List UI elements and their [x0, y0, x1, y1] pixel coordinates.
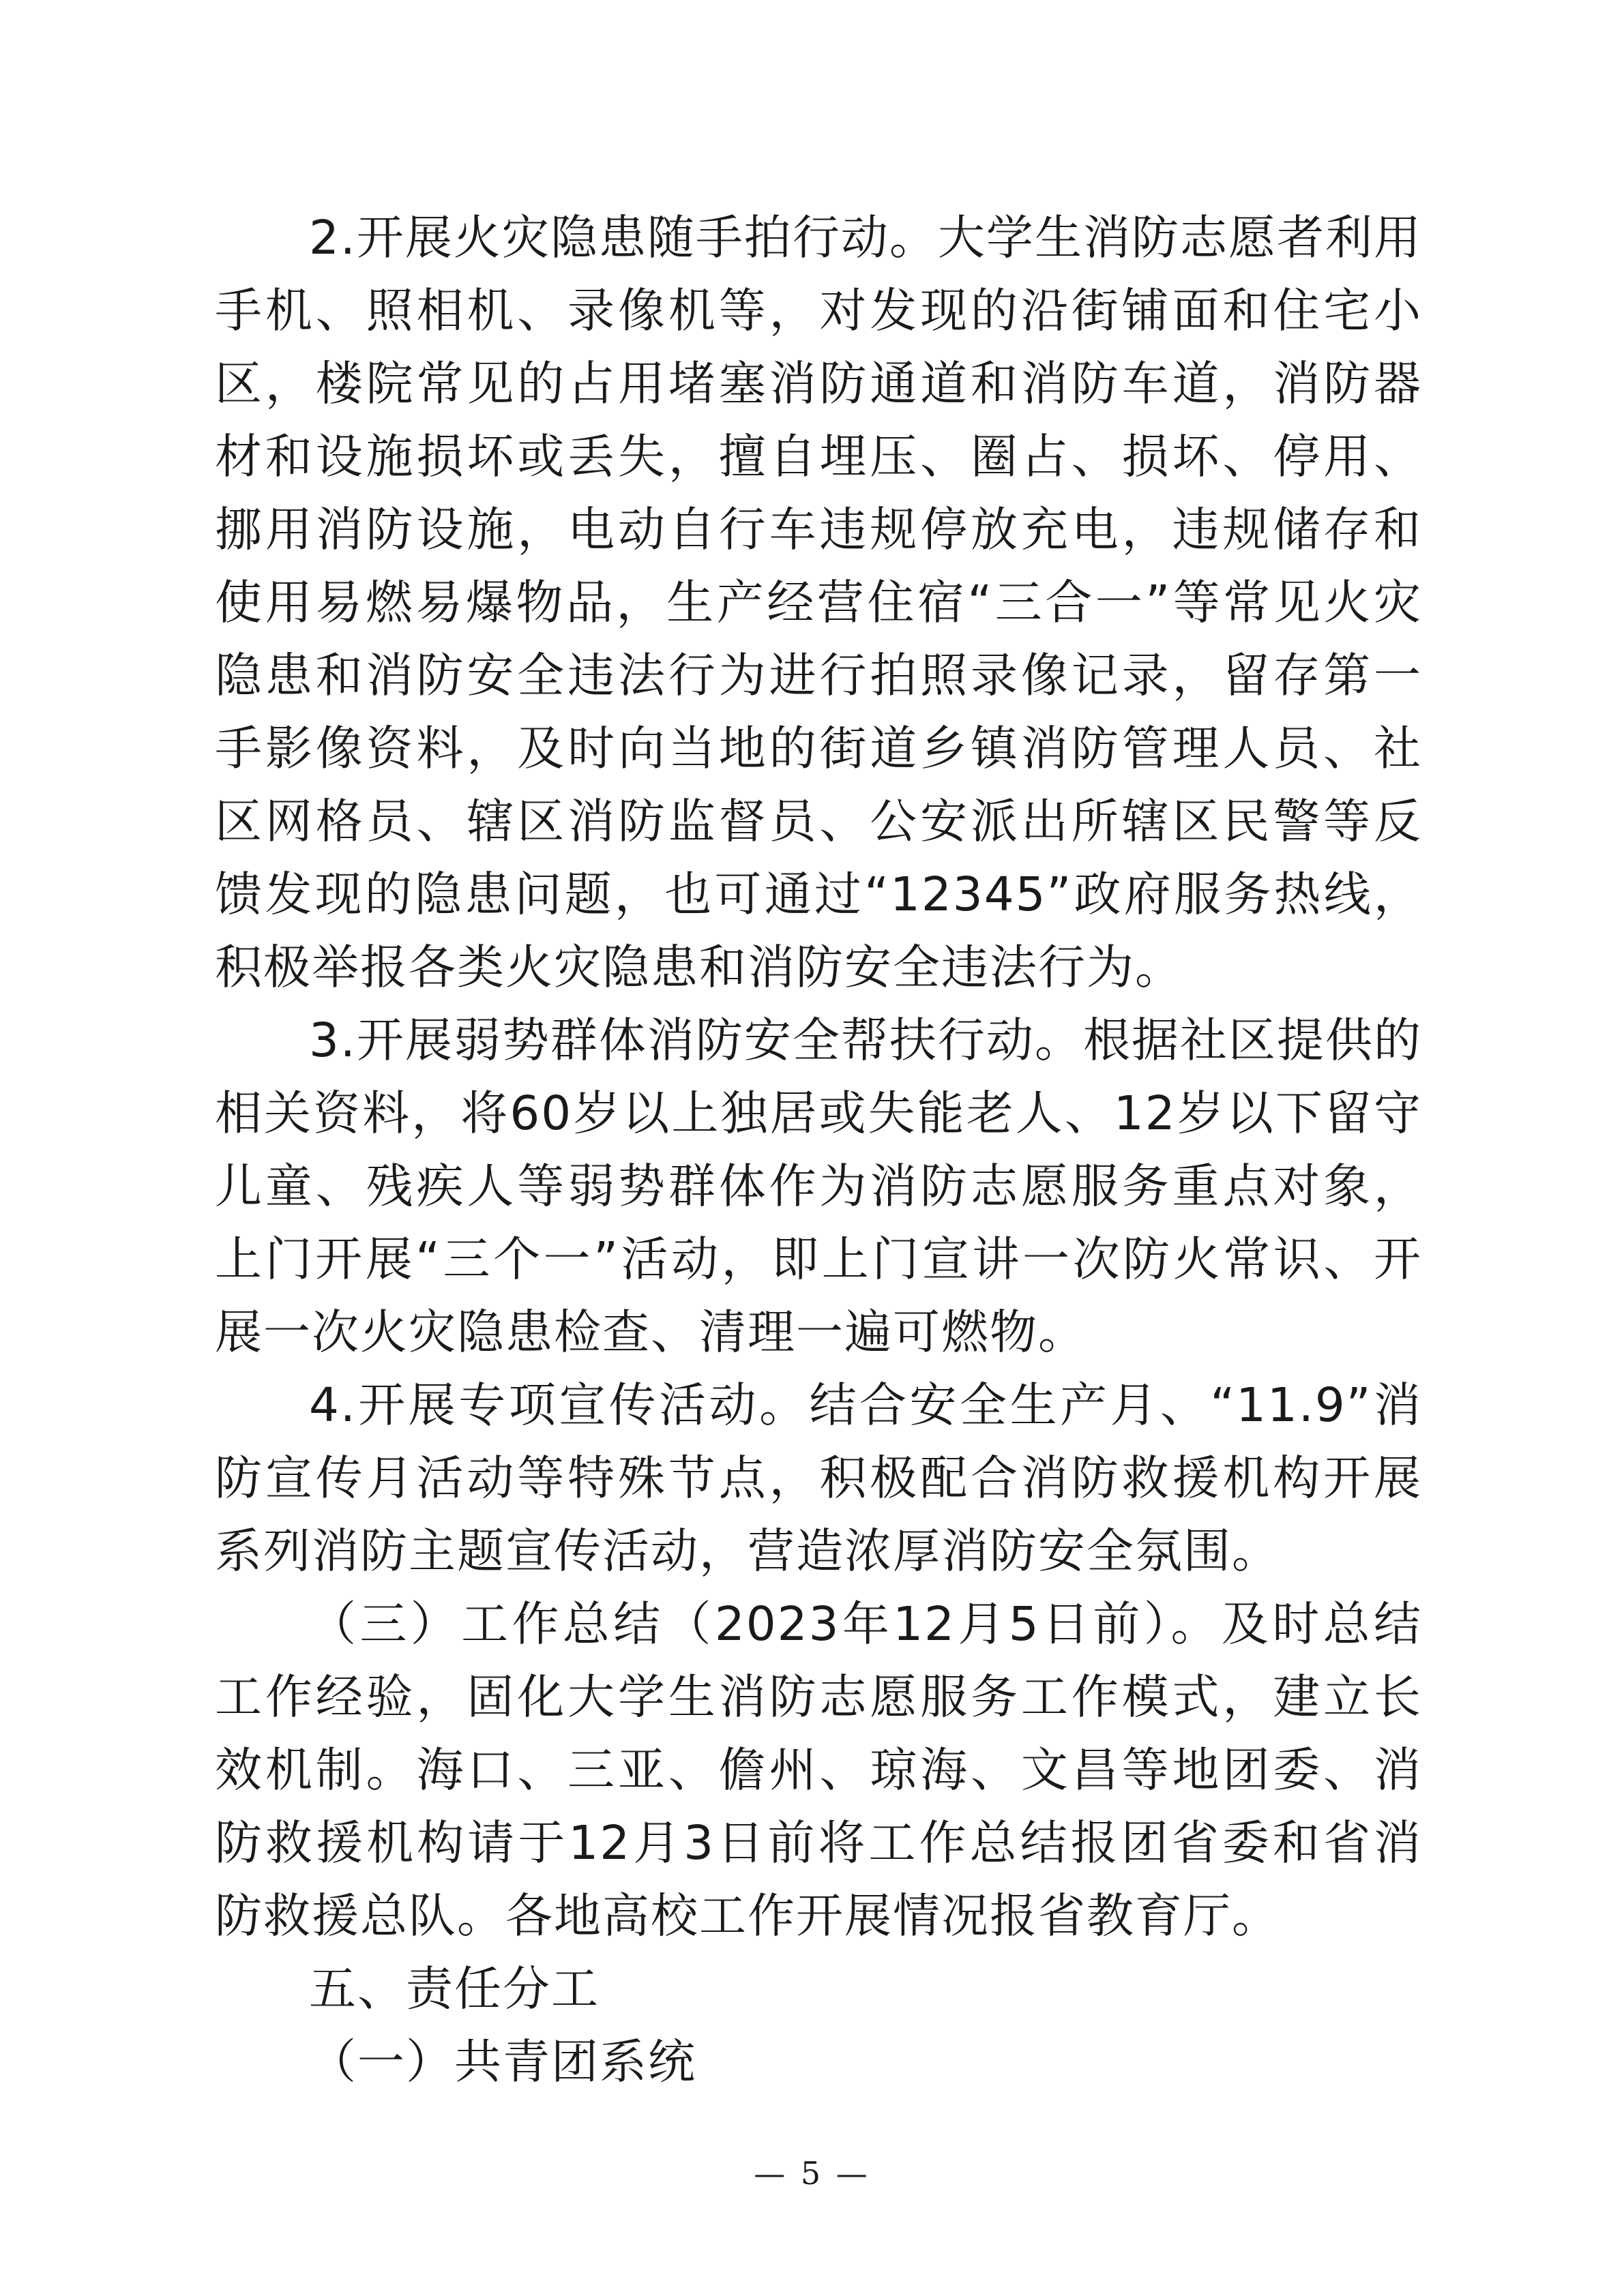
paragraph-vulnerable-groups-assistance: 3.开展弱势群体消防安全帮扶行动。根据社区提供的相关资料，将60岁以上独居或失能老人、12岁以下留守儿童、残疾人等弱势群体作为消防志愿服务重点对象，上门开展“三个一”活动，即上门宣讲一次防火常识、开展一次火灾隐患检查、清理一遍可燃物。 — [215, 1013, 1422, 1360]
section-heading-responsibilities: 五、责任分工 — [309, 1962, 600, 2016]
paragraph-special-publicity: 4.开展专项宣传活动。结合安全生产月、“11.9”消防宣传月活动等特殊节点，积极配合消防救援机构开展系列消防主题宣传活动，营造浓厚消防安全氛围。 — [215, 1378, 1422, 1579]
document-body — [215, 202, 1422, 2099]
paragraph-fire-hazard-photo-action: 2.开展火灾隐患随手拍行动。大学生消防志愿者利用手机、照相机、录像机等，对发现的沿街铺面和住宅小区，楼院常见的占用堵塞消防通道和消防车道，消防器材和设施损坏或丢失，擅自埋压、圈占、损坏、停用、挪用消防设施，电动自行车违规停放充电，违规储存和使用易燃易爆物品，生产经营住宿“三合一”等常见火灾隐患和消防安全违法行为进行拍照录像记录，留存第一手影像资料，及时向当地的街道乡镇消防管理人员、社区网格员、辖区消防监督员、公安派出所辖区民警等反馈发现的隐患问题，也可通过“12345”政府服务热线，积极举报各类火灾隐患和消防安全违法行为。 — [215, 211, 1422, 995]
paragraph-work-summary: （三）工作总结（2023年12月5日前）。及时总结工作经验，固化大学生消防志愿服务工作模式，建立长效机制。海口、三亚、儋州、琼海、文昌等地团委、消防救援机构请于12月3日前将工作总结报团省委和省消防救援总队。各地高校工作开展情况报省教育厅。 — [215, 1597, 1422, 1943]
subsection-heading-youth-league: （一）共青团系统 — [309, 2035, 696, 2089]
page-number: — 5 — — [754, 2155, 870, 2192]
